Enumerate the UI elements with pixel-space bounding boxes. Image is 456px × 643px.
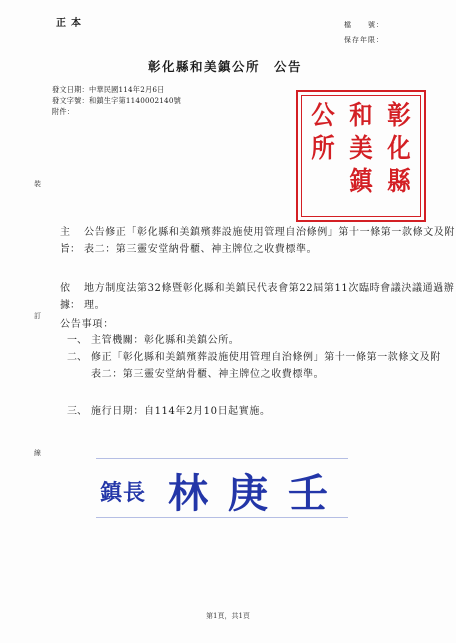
basis-text: 地方制度法第32條暨彰化縣和美鎮民代表會第22屆第11次臨時會議決議通過辦理。 bbox=[84, 283, 455, 311]
document-serial-number: 發文字號：和鎮生字第1140002140號 bbox=[52, 96, 181, 105]
seal-column-3 bbox=[304, 100, 342, 166]
notice-item bbox=[67, 332, 447, 349]
mayor-signature-stamp bbox=[88, 456, 356, 520]
official-seal bbox=[296, 90, 426, 222]
document-type: 公告 bbox=[274, 59, 303, 74]
notice-item-text: 修正「彰化縣和美鎮殯葬設施使用管理自治條例」第十一條第一款條文及附表二：第三靈安堂納骨櫃、神主牌位之收費標準。 bbox=[91, 352, 441, 380]
notice-item-text: 主管機關：彰化縣和美鎮公所。 bbox=[91, 335, 240, 346]
seal-column-2 bbox=[342, 100, 380, 199]
seal-char: 所 bbox=[311, 134, 335, 164]
notice-item-number: 三、 bbox=[67, 406, 87, 417]
subject-text: 公告修正「彰化縣和美鎮殯葬設施使用管理自治條例」第十一條第一款條文及附表二：第三靈安堂納骨櫃、神主牌位之收費標準。 bbox=[84, 227, 455, 255]
signature-rule-bottom bbox=[96, 517, 348, 518]
document-title bbox=[148, 57, 302, 75]
seal-char: 美 bbox=[349, 134, 373, 164]
notice-item-number: 一、 bbox=[67, 335, 87, 346]
issue-date: 發文日期：中華民國114年2月6日 bbox=[52, 85, 165, 94]
seal-char: 和 bbox=[349, 101, 373, 131]
notice-item bbox=[67, 403, 447, 420]
subject-section bbox=[60, 224, 455, 258]
notice-items-heading: 公告事項： bbox=[60, 319, 114, 330]
binding-mark-ding: 訂 bbox=[34, 312, 41, 320]
issuing-agency: 彰化縣和美鎮公所 bbox=[148, 59, 261, 74]
seal-char: 鎮 bbox=[349, 167, 373, 197]
notice-item-text: 施行日期：自114年2月10日起實施。 bbox=[91, 406, 271, 417]
signature-name: 林庚壬 bbox=[168, 470, 348, 517]
seal-column-1 bbox=[380, 100, 418, 199]
notice-item bbox=[67, 349, 447, 383]
seal-char: 彰 bbox=[387, 101, 411, 131]
binding-mark-zhuang: 裝 bbox=[34, 180, 41, 188]
attachment-label: 附件： bbox=[52, 107, 75, 116]
page-number: 第1頁，共1頁 bbox=[206, 612, 250, 620]
basis-label: 依據： bbox=[60, 283, 80, 311]
seal-char: 公 bbox=[311, 101, 335, 131]
original-copy-mark: 正本 bbox=[56, 18, 86, 29]
signature-title: 鎮長 bbox=[100, 480, 147, 506]
subject-label: 主旨： bbox=[60, 227, 80, 255]
seal-char: 化 bbox=[387, 134, 411, 164]
seal-char: 縣 bbox=[387, 167, 411, 197]
retention-period-label: 保存年限： bbox=[344, 36, 384, 44]
file-number-label: 檔 號： bbox=[344, 21, 384, 29]
basis-section bbox=[60, 280, 455, 314]
signature-rule-top bbox=[96, 458, 348, 459]
notice-item-number: 二、 bbox=[67, 352, 87, 363]
binding-mark-xian: 線 bbox=[34, 449, 41, 457]
